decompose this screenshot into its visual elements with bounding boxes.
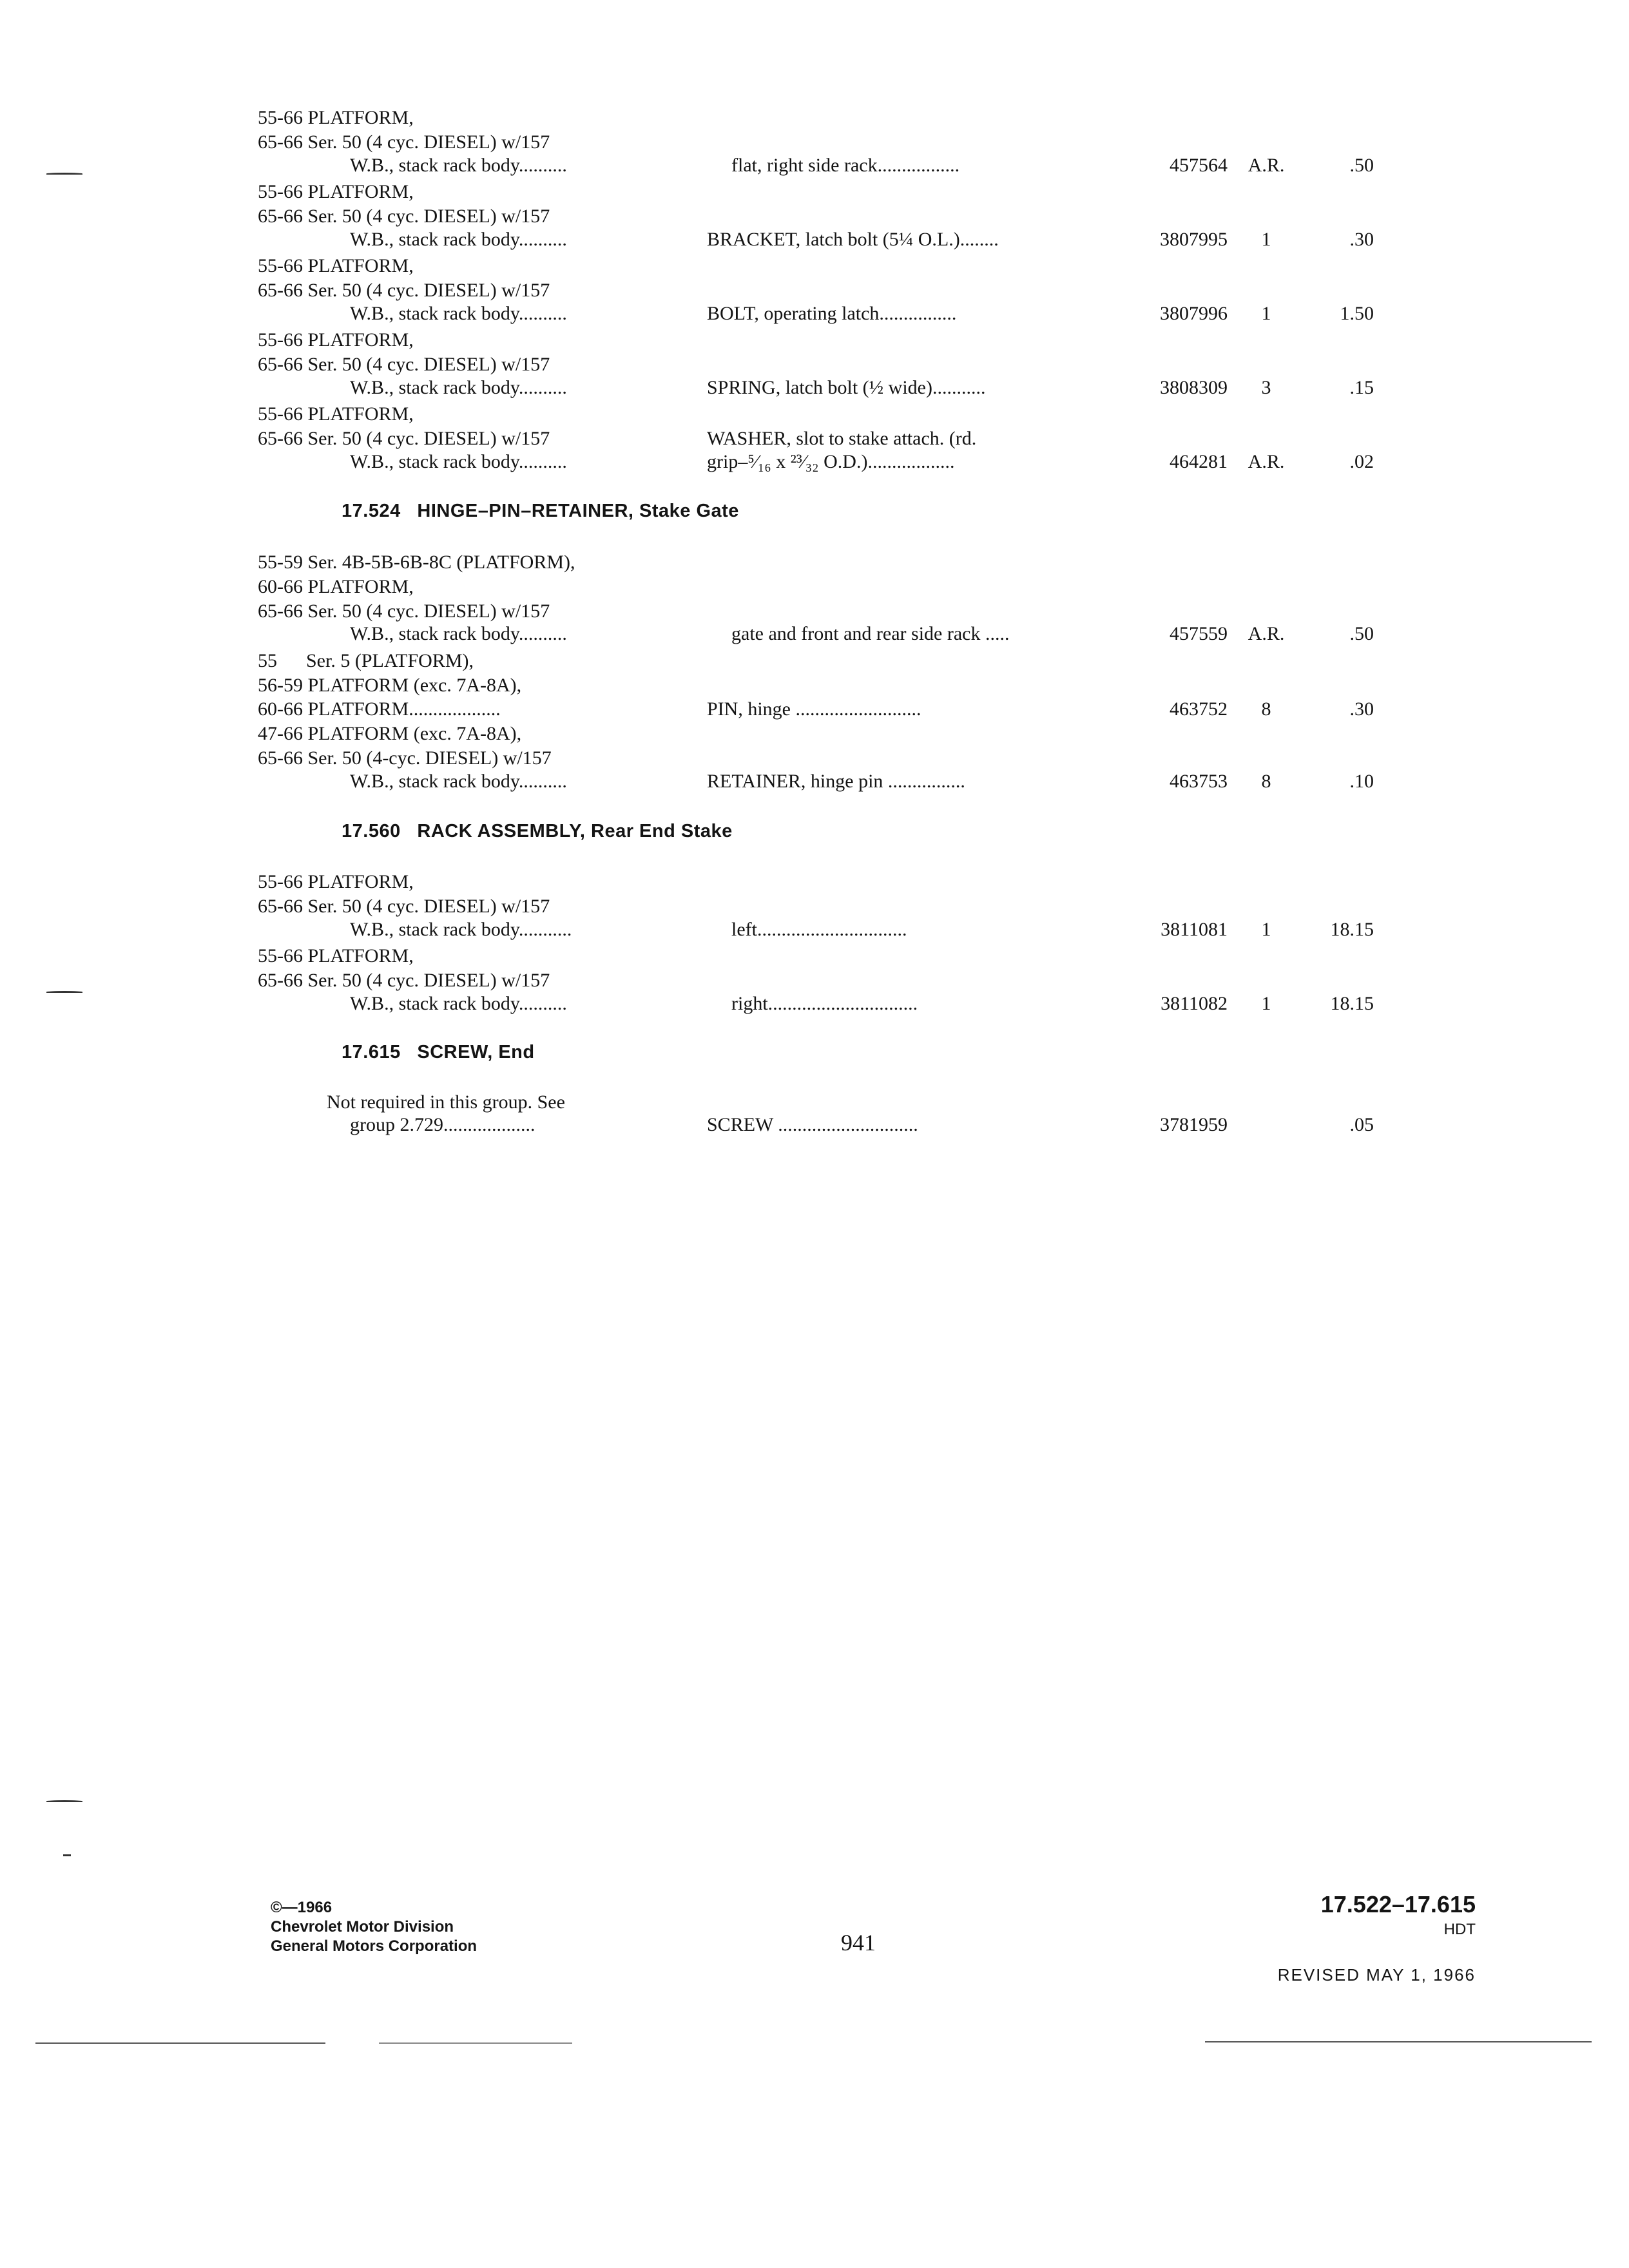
price: .30 (1349, 229, 1374, 250)
part-number: 3781959 (1160, 1114, 1228, 1135)
price: .02 (1349, 451, 1374, 472)
section-title: HINGE–PIN–RETAINER, (417, 501, 634, 521)
section-heading (342, 500, 739, 522)
manual-code: HDT (1443, 1921, 1476, 1938)
part-number: 3811082 (1161, 993, 1228, 1014)
application-text: 65-66 Ser. 50 (4 cyc. DIESEL) w/157 (258, 970, 550, 991)
bottom-rule (35, 2042, 325, 2044)
application-text: 65-66 Ser. 50 (4 cyc. DIESEL) w/157 (258, 896, 550, 917)
page-number: 941 (841, 1930, 876, 1956)
margin-mark (46, 991, 82, 993)
revision-date: REVISED MAY 1, 1966 (1277, 1965, 1476, 1984)
application-text: W.B., stack rack body........... (350, 919, 572, 940)
price: .50 (1349, 623, 1374, 644)
bottom-rule (379, 2042, 572, 2044)
application-text: 65-66 Ser. 50 (4 cyc. DIESEL) w/157 (258, 206, 550, 227)
publisher-corporation: General Motors Corporation (271, 1937, 477, 1955)
application-text: W.B., stack rack body.......... (350, 303, 567, 324)
application-text: 65-66 Ser. 50 (4 cyc. DIESEL) w/157 (258, 354, 550, 375)
bottom-rule (1205, 2041, 1592, 2042)
part-number: 463752 (1170, 698, 1228, 720)
margin-mark (46, 173, 82, 175)
application-text: 55-66 PLATFORM, (258, 181, 414, 202)
margin-mark (46, 1800, 82, 1802)
copyright: ©—1966 (271, 1899, 333, 1916)
section-number: 17.560 (342, 821, 401, 841)
part-number: 457564 (1170, 155, 1228, 176)
application-text: 60-66 PLATFORM, (258, 576, 414, 597)
part-number: 463753 (1170, 771, 1228, 792)
application-text: W.B., stack rack body.......... (350, 155, 567, 176)
quantity: 1 (1261, 229, 1271, 250)
quantity: 3 (1261, 377, 1271, 398)
price: .10 (1349, 771, 1374, 792)
application-text: 55-66 PLATFORM, (258, 403, 414, 425)
application-text: 60-66 PLATFORM................... (258, 698, 501, 720)
part-description: flat, right side rack................. (731, 155, 960, 176)
part-number: 457559 (1170, 623, 1228, 644)
application-text: 55-66 PLATFORM, (258, 255, 414, 276)
part-description: BOLT, operating latch................ (707, 303, 957, 324)
part-number: 3807996 (1160, 303, 1228, 324)
part-number: 3808309 (1160, 377, 1228, 398)
application-text: 55 Ser. 5 (PLATFORM), (258, 650, 474, 671)
application-text: 55-66 PLATFORM, (258, 945, 414, 966)
application-text: 65-66 Ser. 50 (4 cyc. DIESEL) w/157 (258, 131, 550, 153)
part-description: PIN, hinge .......................... (707, 698, 921, 720)
section-range: 17.522–17.615 (1320, 1891, 1476, 1917)
price: .15 (1349, 377, 1374, 398)
part-number: 3807995 (1160, 229, 1228, 250)
application-text: 65-66 Ser. 50 (4-cyc. DIESEL) w/157 (258, 747, 552, 769)
part-description: left............................... (731, 919, 907, 940)
application-text: 65-66 Ser. 50 (4 cyc. DIESEL) w/157 (258, 428, 550, 449)
margin-mark (63, 1854, 71, 1856)
application-text: 55-59 Ser. 4B-5B-6B-8C (PLATFORM), (258, 552, 575, 573)
part-description: SPRING, latch bolt (½ wide)........... (707, 377, 986, 398)
application-text: 65-66 Ser. 50 (4 cyc. DIESEL) w/157 (258, 280, 550, 301)
section-subtitle: Rear End Stake (591, 821, 733, 841)
part-description: SCREW ............................. (707, 1114, 918, 1135)
price: 18.15 (1330, 919, 1374, 940)
section-title: RACK ASSEMBLY, (417, 821, 586, 841)
section-number: 17.615 (342, 1042, 401, 1062)
quantity: A.R. (1248, 155, 1285, 176)
part-description: gate and front and rear side rack ..... (731, 623, 1010, 644)
section-heading (342, 1041, 535, 1063)
application-text: W.B., stack rack body.......... (350, 771, 567, 792)
quantity: A.R. (1248, 451, 1285, 472)
application-text: 55-66 PLATFORM, (258, 329, 414, 351)
price: .30 (1349, 698, 1374, 720)
quantity: 1 (1261, 919, 1271, 940)
application-text: 47-66 PLATFORM (exc. 7A-8A), (258, 723, 522, 744)
price: .50 (1349, 155, 1374, 176)
quantity: 1 (1261, 993, 1271, 1014)
application-text: 55-66 PLATFORM, (258, 871, 414, 892)
price: 1.50 (1340, 303, 1374, 324)
application-text: W.B., stack rack body.......... (350, 377, 567, 398)
application-text: W.B., stack rack body.......... (350, 623, 567, 644)
publisher-division: Chevrolet Motor Division (271, 1918, 454, 1936)
part-description: grip–⁵⁄₁₆ x ²³⁄₃₂ O.D.).................. (707, 451, 955, 472)
section-title: SCREW, (417, 1042, 493, 1062)
application-text: 56-59 PLATFORM (exc. 7A-8A), (258, 675, 522, 696)
application-text: 55-66 PLATFORM, (258, 107, 414, 128)
application-text: 65-66 Ser. 50 (4 cyc. DIESEL) w/157 (258, 601, 550, 622)
application-text: W.B., stack rack body.......... (350, 451, 567, 472)
quantity: 8 (1261, 698, 1271, 720)
section-heading (342, 820, 733, 842)
application-text: W.B., stack rack body.......... (350, 229, 567, 250)
part-description: WASHER, slot to stake attach. (rd. (707, 428, 977, 449)
part-number: 3811081 (1161, 919, 1228, 940)
quantity: A.R. (1248, 623, 1285, 644)
part-description: right............................... (731, 993, 918, 1014)
part-description: BRACKET, latch bolt (5¼ O.L.)........ (707, 229, 999, 250)
application-text: W.B., stack rack body.......... (350, 993, 567, 1014)
section-subtitle: End (498, 1042, 535, 1062)
part-description: RETAINER, hinge pin ................ (707, 771, 965, 792)
section-number: 17.524 (342, 501, 401, 521)
quantity: 8 (1261, 771, 1271, 792)
application-text: Not required in this group. See (327, 1091, 565, 1113)
price: 18.15 (1330, 993, 1374, 1014)
section-subtitle: Stake Gate (639, 501, 739, 521)
part-number: 464281 (1170, 451, 1228, 472)
application-text: group 2.729................... (350, 1114, 535, 1135)
price: .05 (1349, 1114, 1374, 1135)
quantity: 1 (1261, 303, 1271, 324)
